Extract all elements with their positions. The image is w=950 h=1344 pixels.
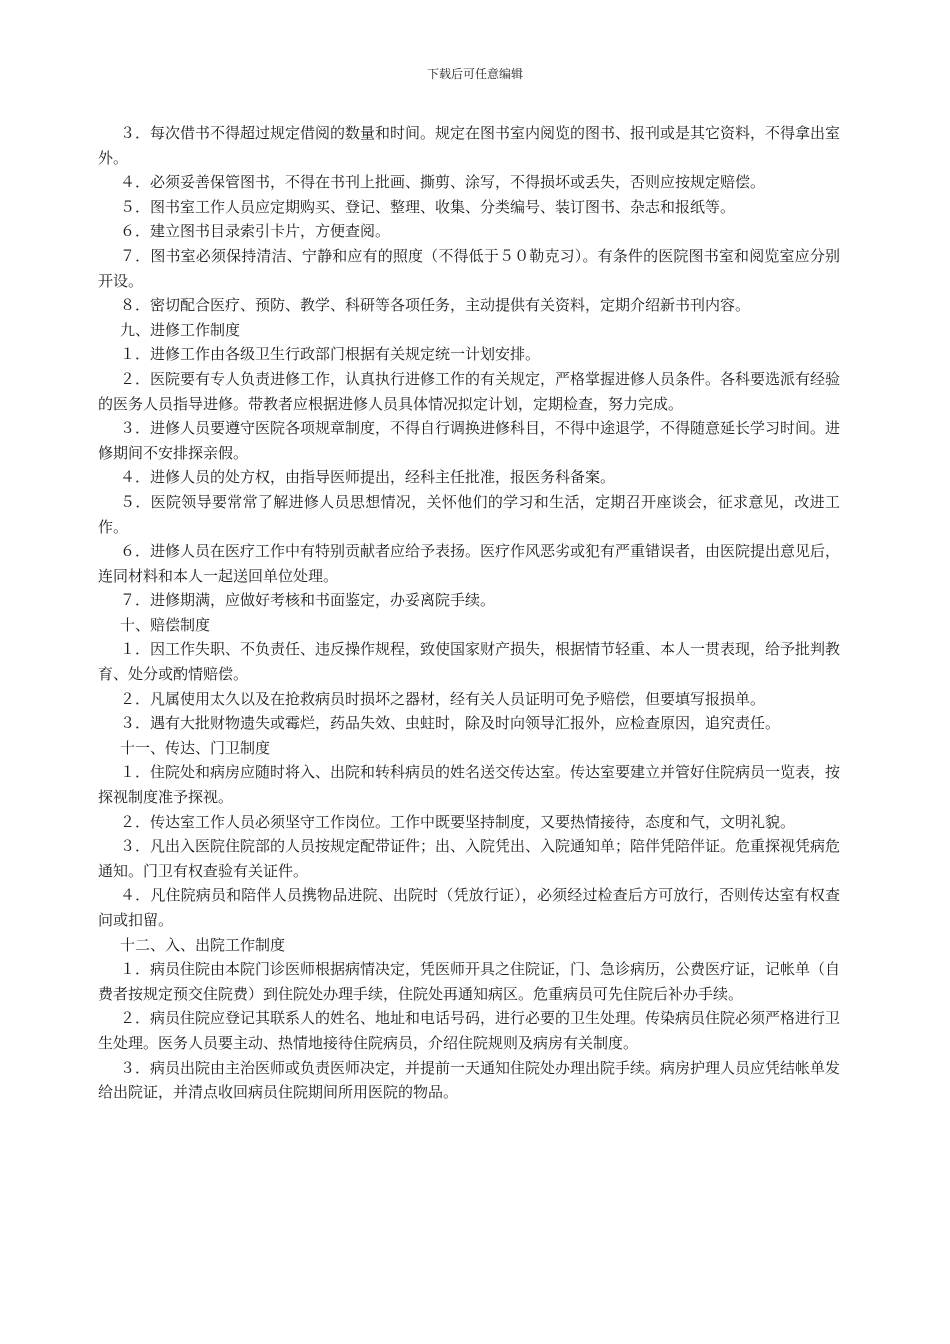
paragraph: ３．每次借书不得超过规定借阅的数量和时间。规定在图书室内阅览的图书、报刊或是其它资料，不得拿出室外。: [98, 124, 841, 167]
paragraph: ５．图书室工作人员应定期购买、登记、整理、收集、分类编号、装订图书、杂志和报纸等。: [120, 197, 736, 216]
paragraph: ６．进修人员在医疗工作中有特别贡献者应给予表扬。医疗作风恶劣或犯有严重错误者，由医院提出意见后，连同材料和本人一起送回单位处理。: [98, 542, 841, 585]
paragraph: ４．进修人员的处方权，由指导医师提出，经科主任批准，报医务科备案。: [120, 468, 616, 487]
paragraph: ２．传达室工作人员必须坚守工作岗位。工作中既要坚持制度，又要热情接待，态度和气，文明礼貌。: [120, 812, 796, 831]
section-heading: 十一、传达、门卫制度: [120, 738, 271, 757]
paragraph: ３．凡出入医院住院部的人员按规定配带证件；出、入院凭出、入院通知单；陪伴凭陪伴证。危重探视凭病危通知。门卫有权查验有关证件。: [98, 837, 841, 880]
paragraph: ４．必须妥善保管图书，不得在书刊上批画、撕剪、涂写，不得损坏或丢失，否则应按规定赔偿。: [120, 173, 766, 192]
paragraph: ３．病员出院由主治医师或负责医师决定，并提前一天通知住院处办理出院手续。病房护理人员应凭结帐单发给出院证，并清点收回病员住院期间所用医院的物品。: [98, 1058, 841, 1102]
paragraph: １．因工作失职、不负责任、违反操作规程，致使国家财产损失，根据情节轻重、本人一贯表现，给予批判教育、处分或酌情赔偿。: [98, 640, 841, 684]
section-heading: 十二、入、出院工作制度: [120, 935, 286, 954]
section-heading: 十、赔偿制度: [120, 615, 211, 634]
paragraph: ６．建立图书目录索引卡片，方便查阅。: [120, 222, 391, 241]
paragraph: １．病员住院由本院门诊医师根据病情决定，凭医师开具之住院证，门、急诊病历，公费医疗证，记帐单（自费者按规定预交住院费）到住院处办理手续，住院处再通知病区。危重病员可先住院后补办手续。: [98, 960, 841, 1003]
paragraph: ３．遇有大批财物遗失或霉烂，药品失效、虫蛀时，除及时向领导汇报外，应检查原因，追究责任。: [120, 714, 781, 733]
section-heading: 九、进修工作制度: [120, 320, 241, 339]
paragraph: １．住院处和病房应随时将入、出院和转科病员的姓名送交传达室。传达室要建立并管好住院病员一览表，按探视制度准予探视。: [98, 763, 841, 807]
paragraph: ２．病员住院应登记其联系人的姓名、地址和电话号码，进行必要的卫生处理。传染病员住院必须严格进行卫生处理。医务人员要主动、热情地接待住院病员，介绍住院规则及病房有关制度。: [98, 1009, 841, 1052]
document-body: [98, 121, 840, 1105]
paragraph: ７．图书室必须保持清洁、宁静和应有的照度（不得低于５０勒克习）。有条件的医院图书室和阅览室应分别开设。: [98, 246, 840, 290]
paragraph: ４．凡住院病员和陪伴人员携物品进院、出院时（凭放行证），必须经过检查后方可放行，否则传达室有权查问或扣留。: [98, 886, 840, 929]
paragraph: ８．密切配合医疗、预防、教学、科研等各项任务，主动提供有关资料，定期介绍新书刊内容。: [120, 296, 751, 315]
paragraph: ２．凡属使用太久以及在抢救病员时损坏之器材，经有关人员证明可免予赔偿，但要填写报损单。: [120, 689, 766, 708]
paragraph: ３．进修人员要遵守医院各项规章制度，不得自行调换进修科目，不得中途退学，不得随意延长学习时间。进修期间不安排探亲假。: [98, 419, 841, 462]
page-header: 下载后可任意编辑: [426, 67, 523, 81]
paragraph: １．进修工作由各级卫生行政部门根据有关规定统一计划安排。: [120, 345, 541, 364]
paragraph: ２．医院要有专人负责进修工作，认真执行进修工作的有关规定，严格掌握进修人员条件。各科要选派有经验的医务人员指导进修。带教者应根据进修人员具体情况拟定计划，定期检查，努力完成。: [98, 369, 841, 413]
paragraph: ５．医院领导要常常了解进修人员思想情况，关怀他们的学习和生活，定期召开座谈会，征求意见，改进工作。: [98, 492, 840, 536]
paragraph: ７．进修期满，应做好考核和书面鉴定，办妥离院手续。: [120, 591, 496, 610]
